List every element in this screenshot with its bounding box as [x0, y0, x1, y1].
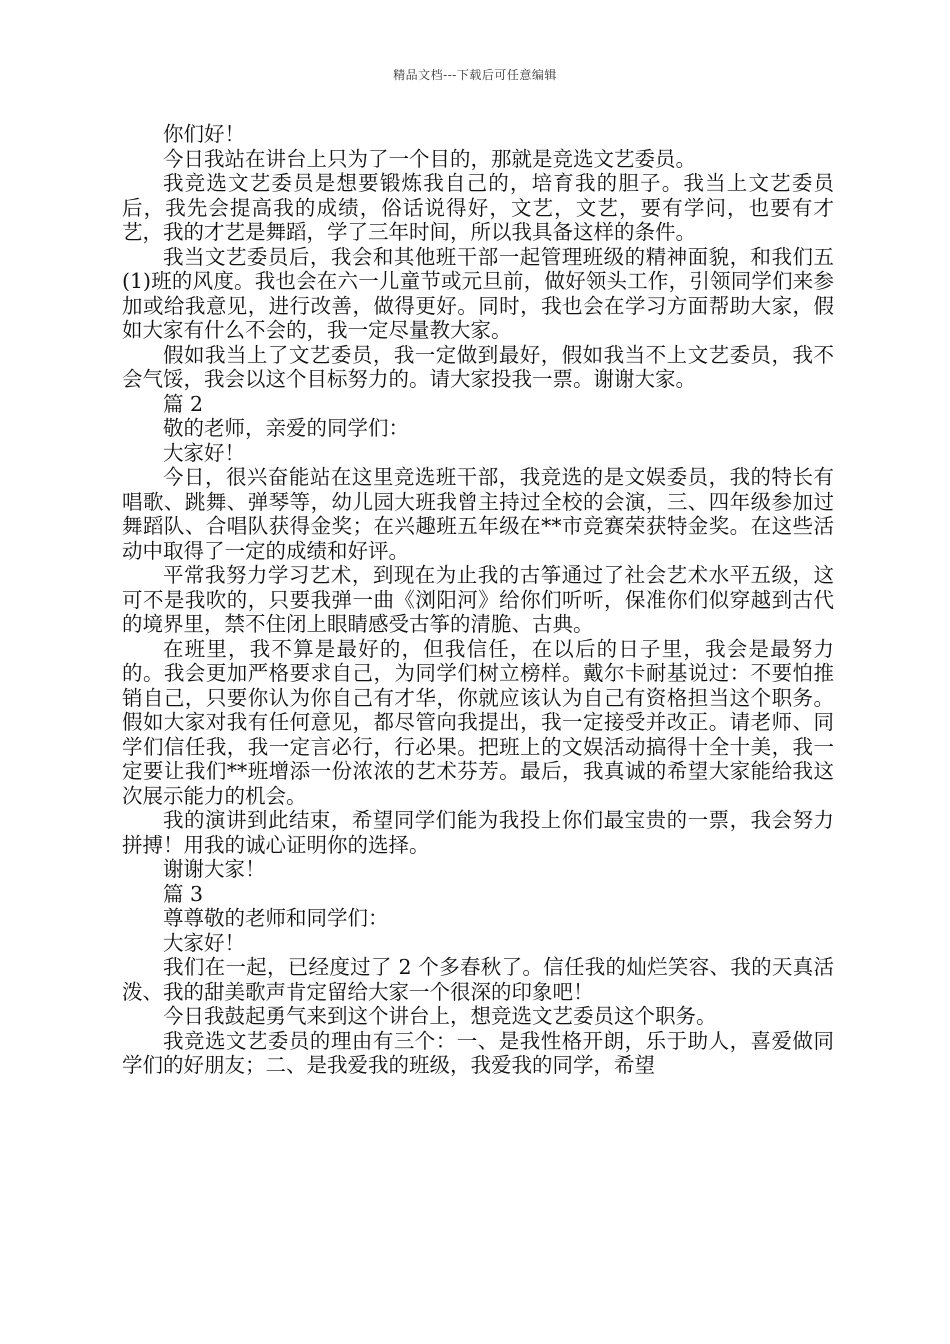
greeting: 大家好！ — [163, 440, 245, 465]
paragraph: 我竞选文艺委员是想要锻炼我自己的，培育我的胆子。我当上文艺委员后，我先会提高我的成绩，俗话说得好，文艺，文艺，要有学问，也要有才艺，我的才艺是舞蹈，学了三年时间，所以我具备这样的条件。 — [122, 171, 834, 244]
document-body — [122, 122, 834, 1078]
greeting: 大家好！ — [163, 930, 245, 955]
paragraph: 平常我努力学习艺术，到现在为止我的古筝通过了社会艺术水平五级，这可不是我吹的，只要我弹一曲《浏阳河》给你们听听，保准你们似穿越到古代的境界里，禁不住闭上眼睛感受古筝的清脆、古典。 — [122, 563, 834, 636]
paragraph: 我竞选文艺委员的理由有三个：一、是我性格开朗，乐于助人，喜爱做同学们的好朋友；二、是我爱我的班级，我爱我的同学，希望 — [122, 1028, 834, 1077]
paragraph: 今日我鼓起勇气来到这个讲台上，想竞选文艺委员这个职务。 — [163, 1004, 717, 1028]
paragraph: 我当文艺委员后，我会和其他班干部一起管理班级的精神面貌，和我们五(1)班的风度。我也会在六一儿童节或元旦前，做好领头工作，引领同学们来参加或给我意见，进行改善，做得更好。同时，我也会在学习方面帮助大家，假如大家有什么不会的，我一定尽量教大家。 — [122, 244, 834, 342]
section-heading: 篇 2 — [163, 391, 204, 416]
paragraph: 今日我站在讲台上只为了一个目的，那就是竞选文艺委员。 — [163, 146, 696, 171]
closing: 谢谢大家！ — [163, 857, 266, 881]
paragraph: 假如我当上了文艺委员，我一定做到最好，假如我当不上文艺委员，我不会气馁，我会以这个目标努力的。请大家投我一票。谢谢大家。 — [122, 342, 834, 391]
paragraph: 你们好！ — [163, 122, 245, 146]
salutation: 尊尊敬的老师和同学们： — [163, 906, 389, 930]
section-heading: 篇 3 — [163, 881, 204, 906]
paragraph: 我们在一起，已经度过了 2 个多春秋了。信任我的灿烂笑容、我的天真活泼、我的甜美歌声肯定留给大家一个很深的印象吧！ — [122, 955, 834, 1004]
paragraph: 今日，很兴奋能站在这里竞选班干部，我竞选的是文娱委员，我的特长有唱歌、跳舞、弹琴等，幼儿园大班我曾主持过全校的会演，三、四年级参加过舞蹈队、合唱队获得金奖；在兴趣班五年级在**市竞赛荣获特金奖。在这些活动中取得了一定的成绩和好评。 — [122, 465, 834, 563]
page-header: 精品文档---下载后可任意编辑 — [393, 68, 557, 82]
paragraph: 在班里，我不算是最好的，但我信任，在以后的日子里，我会是最努力的。我会更加严格要求自己，为同学们树立榜样。戴尔卡耐基说过：不要怕推销自己，只要你认为你自己有才华，你就应该认为自己有资格担当这个职务。假如大家对我有任何意见，都尽管向我提出，我一定接受并改正。请老师、同学们信任我，我一定言必行，行必果。把班上的文娱活动搞得十全十美，我一定要让我们**班增添一份浓浓的艺术芬芳。最后，我真诚的希望大家能给我这次展示能力的机会。 — [122, 636, 834, 808]
salutation: 敬的老师，亲爱的同学们： — [163, 416, 409, 440]
paragraph: 我的演讲到此结束，希望同学们能为我投上你们最宝贵的一票，我会努力拼搏！用我的诚心证明你的选择。 — [122, 808, 834, 857]
